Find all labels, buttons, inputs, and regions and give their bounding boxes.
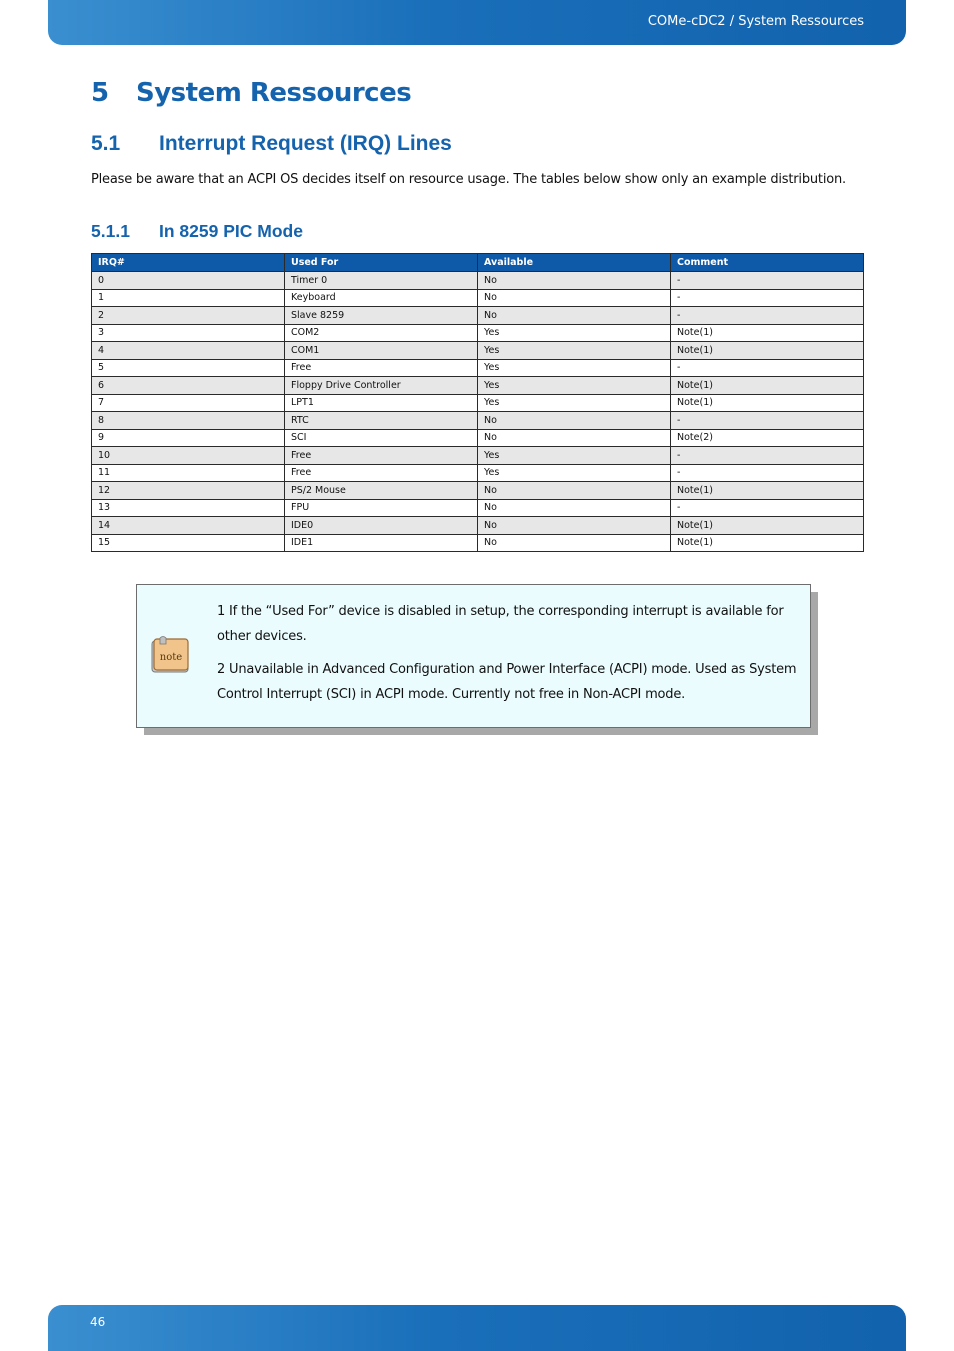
section-title: Interrupt Request (IRQ) Lines [159, 132, 452, 155]
available-cell: No [478, 499, 671, 517]
comment-cell: Note(1) [671, 394, 864, 412]
available-cell: Yes [478, 447, 671, 465]
table-row [92, 482, 864, 500]
available-cell: No [478, 289, 671, 307]
available-cell: Yes [478, 324, 671, 342]
table-header-row [92, 254, 864, 272]
table-row [92, 447, 864, 465]
irq-cell: 14 [92, 517, 285, 535]
used-for-cell: Free [285, 447, 478, 465]
comment-cell: - [671, 289, 864, 307]
used-for-cell: FPU [285, 499, 478, 517]
table-row [92, 289, 864, 307]
available-cell: Yes [478, 464, 671, 482]
available-cell: No [478, 272, 671, 290]
irq-cell: 9 [92, 429, 285, 447]
page-footer [48, 1305, 906, 1351]
subsection-number: 5.1.1 [91, 221, 130, 241]
table-row [92, 534, 864, 552]
available-cell: No [478, 307, 671, 325]
irq-cell: 4 [92, 342, 285, 360]
section-number: 5.1 [91, 132, 121, 155]
irq-cell: 3 [92, 324, 285, 342]
irq-cell: 8 [92, 412, 285, 430]
used-for-cell: COM1 [285, 342, 478, 360]
irq-cell: 12 [92, 482, 285, 500]
irq-cell: 6 [92, 377, 285, 395]
intro-paragraph: Please be aware that an ACPI OS decides itself on resource usage. The tables below show only an example distribution. [91, 172, 846, 187]
irq-cell: 5 [92, 359, 285, 377]
subsection-heading [91, 221, 303, 242]
note-icon [150, 634, 190, 674]
comment-cell: Note(1) [671, 342, 864, 360]
note-text [217, 600, 802, 716]
available-cell: No [478, 517, 671, 535]
comment-cell: - [671, 307, 864, 325]
note-item-2: 2 Unavailable in Advanced Configuration and Power Interface (ACPI) mode. Used as System Control Interrupt (SCI) in ACPI mode. Currently not free in Non-ACPI mode. [217, 662, 797, 702]
used-for-cell: IDE0 [285, 517, 478, 535]
used-for-cell: Timer 0 [285, 272, 478, 290]
available-cell: No [478, 534, 671, 552]
used-for-cell: Free [285, 464, 478, 482]
comment-cell: Note(1) [671, 534, 864, 552]
comment-cell: Note(1) [671, 482, 864, 500]
table-row [92, 412, 864, 430]
irq-table [91, 253, 864, 552]
irq-cell: 10 [92, 447, 285, 465]
comment-cell: - [671, 464, 864, 482]
subsection-title: In 8259 PIC Mode [159, 221, 303, 241]
note-item-1: 1 If the “Used For” device is disabled in setup, the corresponding interrupt is available for other devices. [217, 604, 784, 644]
irq-cell: 1 [92, 289, 285, 307]
comment-cell: - [671, 447, 864, 465]
irq-cell: 7 [92, 394, 285, 412]
table-row [92, 499, 864, 517]
table-row [92, 272, 864, 290]
available-cell: No [478, 412, 671, 430]
comment-cell: - [671, 499, 864, 517]
column-header-used-for: Used For [285, 254, 478, 272]
comment-cell: - [671, 272, 864, 290]
column-header-irq: IRQ# [92, 254, 285, 272]
chapter-title: System Ressources [136, 78, 412, 108]
used-for-cell: Floppy Drive Controller [285, 377, 478, 395]
available-cell: Yes [478, 377, 671, 395]
irq-cell: 0 [92, 272, 285, 290]
comment-cell: Note(2) [671, 429, 864, 447]
used-for-cell: IDE1 [285, 534, 478, 552]
used-for-cell: Keyboard [285, 289, 478, 307]
irq-cell: 13 [92, 499, 285, 517]
irq-cell: 11 [92, 464, 285, 482]
irq-cell: 15 [92, 534, 285, 552]
table-row [92, 464, 864, 482]
header-title: COMe-cDC2 / System Ressources [647, 14, 864, 29]
chapter-heading [91, 78, 411, 108]
comment-cell: Note(1) [671, 377, 864, 395]
comment-cell: Note(1) [671, 517, 864, 535]
comment-cell: - [671, 412, 864, 430]
available-cell: Yes [478, 359, 671, 377]
used-for-cell: COM2 [285, 324, 478, 342]
used-for-cell: Free [285, 359, 478, 377]
note-icon-label: note [159, 652, 183, 663]
page-number: 46 [90, 1315, 106, 1329]
table-row [92, 342, 864, 360]
table-row [92, 307, 864, 325]
used-for-cell: PS/2 Mouse [285, 482, 478, 500]
available-cell: No [478, 482, 671, 500]
section-heading [91, 132, 452, 156]
available-cell: No [478, 429, 671, 447]
available-cell: Yes [478, 394, 671, 412]
column-header-available: Available [478, 254, 671, 272]
page-header [48, 0, 906, 45]
used-for-cell: SCI [285, 429, 478, 447]
used-for-cell: RTC [285, 412, 478, 430]
chapter-number: 5 [91, 78, 109, 108]
used-for-cell: Slave 8259 [285, 307, 478, 325]
irq-cell: 2 [92, 307, 285, 325]
available-cell: Yes [478, 342, 671, 360]
column-header-comment: Comment [671, 254, 864, 272]
table-row [92, 394, 864, 412]
table-row [92, 324, 864, 342]
comment-cell: - [671, 359, 864, 377]
table-row [92, 377, 864, 395]
table-row [92, 359, 864, 377]
table-row [92, 517, 864, 535]
table-row [92, 429, 864, 447]
comment-cell: Note(1) [671, 324, 864, 342]
used-for-cell: LPT1 [285, 394, 478, 412]
